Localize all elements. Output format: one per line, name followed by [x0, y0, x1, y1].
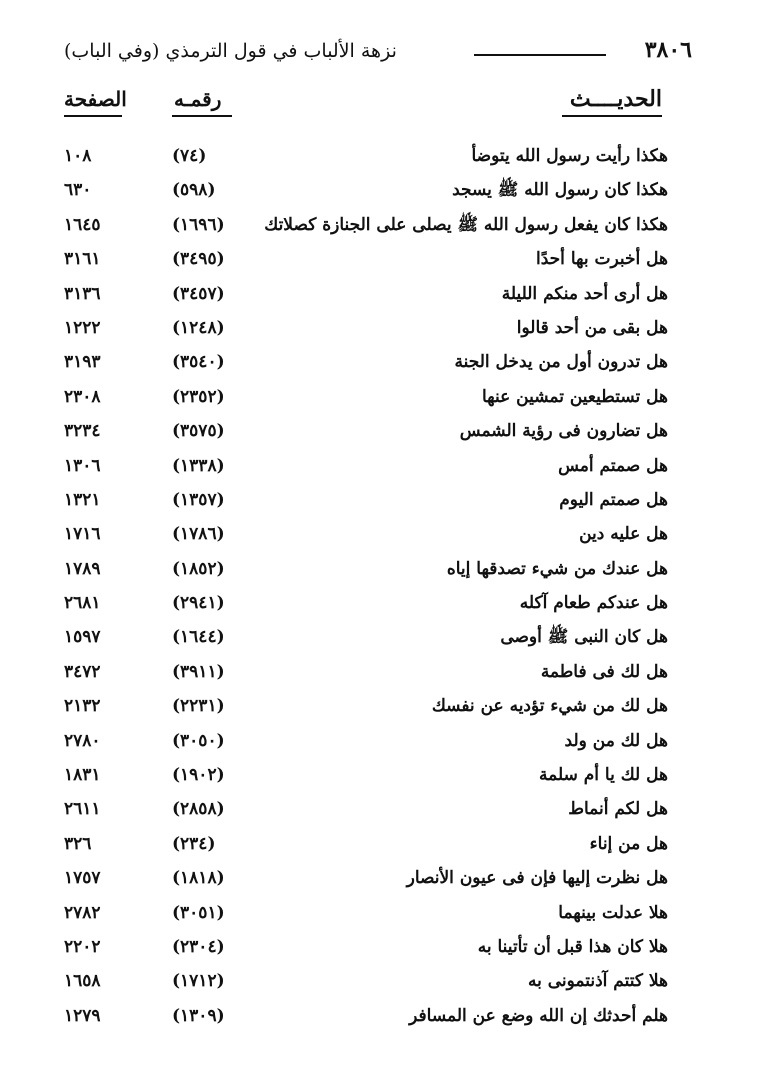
hadith-number: (٢٨٥٨): [172, 799, 225, 820]
hadith-text: هل نظرت إليها فإن فى عيون الأنصار: [406, 868, 668, 889]
hadith-number: (٣٠٥١): [172, 902, 225, 923]
hadith-text: هل عندك من شيء تصدقها إياه: [446, 558, 668, 579]
page-reference: ٢٧٨٠: [64, 730, 101, 751]
hadith-text: هلا كتتم آذنتمونى به: [527, 971, 668, 992]
index-list: [64, 140, 668, 1034]
hadith-text: هلم أحدثك إن الله وضع عن المسافر: [409, 1005, 668, 1026]
hadith-number: (١٢٤٨): [172, 317, 225, 338]
index-row: [64, 312, 668, 346]
page-reference: ١٢٢٢: [64, 317, 101, 338]
column-header-page-underline: [64, 115, 122, 117]
running-title: نزهة الألباب في قول الترمذي (وفي الباب): [64, 40, 397, 62]
hadith-text: هل لك من شيء تؤديه عن نفسك: [431, 696, 668, 717]
column-headers: [64, 86, 662, 122]
page-reference: ١٥٩٧: [64, 627, 101, 648]
index-row: [64, 243, 668, 277]
column-header-page: الصفحة: [64, 87, 127, 111]
index-row: [64, 553, 668, 587]
hadith-number: (٣٠٥٠): [172, 730, 225, 751]
running-head: [64, 34, 694, 68]
page-reference: ١٣٢١: [64, 489, 101, 510]
column-header-number: رقمـه: [174, 87, 222, 111]
hadith-text: هل كان النبى ﷺ أوصى: [500, 627, 668, 648]
page-reference: ١٧٥٧: [64, 868, 101, 889]
hadith-text: هل أخبرت بها أحدًا: [536, 249, 668, 270]
hadith-text: هل لكم أنماط: [568, 799, 668, 820]
page-reference: ٣١٩٣: [64, 352, 101, 373]
hadith-number: (١٨٥٢): [172, 558, 225, 579]
hadith-text: هل تستطيعين تمشين عنها: [481, 386, 668, 407]
index-row: [64, 518, 668, 552]
hadith-number: (١٦٤٤): [172, 627, 225, 648]
page-reference: ١٧٨٩: [64, 558, 101, 579]
hadith-number: (١٦٩٦): [172, 214, 225, 235]
index-row: [64, 759, 668, 793]
index-row: [64, 690, 668, 724]
hadith-text: هكذا رأيت رسول الله يتوضأ: [471, 146, 668, 166]
hadith-text: هل لك فى فاطمة: [540, 661, 668, 682]
hadith-number: (٣٤٥٧): [172, 283, 225, 304]
hadith-number: (٢٣٤): [172, 833, 216, 854]
page-reference: ١٠٨: [64, 146, 92, 166]
hadith-number: (١٩٠٢): [172, 765, 225, 786]
hadith-text: هكذا كان رسول الله ﷺ يسجد: [452, 180, 668, 201]
hadith-text: هل صمتم اليوم: [559, 489, 668, 510]
page-reference: ٦٣٠: [64, 180, 92, 201]
hadith-text: هل لك من ولد: [564, 730, 668, 751]
hadith-text: هل عندكم طعام آكله: [519, 593, 668, 614]
page-reference: ١٣٠٦: [64, 455, 101, 476]
page-reference: ٣٢٣٤: [64, 421, 101, 442]
index-row: [64, 897, 668, 931]
index-row: [64, 140, 668, 174]
hadith-number: (٣٥٧٥): [172, 421, 225, 442]
index-row: [64, 725, 668, 759]
hadith-number: (١٧١٢): [172, 971, 225, 992]
index-row: [64, 793, 668, 827]
hadith-number: (٣٩١١): [172, 661, 225, 682]
hadith-number: (١٣٣٨): [172, 455, 225, 476]
hadith-text: هل صمتم أمس: [558, 455, 668, 476]
page-reference: ٢٣٠٨: [64, 386, 101, 407]
hadith-text: هل تضارون فى رؤية الشمس: [459, 421, 668, 442]
hadith-text: هل من إناء: [589, 833, 668, 854]
hadith-text: هل لك يا أم سلمة: [539, 765, 668, 786]
hadith-number: (٢٢٣١): [172, 696, 225, 717]
page-number: ٣٨٠٦: [644, 37, 692, 63]
index-row: [64, 278, 668, 312]
page-reference: ١٦٤٥: [64, 214, 101, 235]
hadith-number: (١٧٨٦): [172, 524, 225, 545]
running-head-rule: [474, 54, 606, 56]
page-reference: ٣٢٦: [64, 833, 92, 854]
column-header-hadith: الحديــــث: [569, 86, 662, 112]
page-reference: ١٧١٦: [64, 524, 101, 545]
column-header-number-underline: [172, 115, 232, 117]
hadith-text: هل بقى من أحد قالوا: [516, 317, 668, 338]
index-row: [64, 381, 668, 415]
hadith-text: هل عليه دين: [579, 524, 668, 545]
page-reference: ٢٢٠٢: [64, 936, 101, 957]
index-row: [64, 415, 668, 449]
hadith-text: هلا عدلت بينهما: [558, 902, 668, 923]
hadith-number: (١٣٠٩): [172, 1005, 225, 1026]
page-reference: ٢٦١١: [64, 799, 101, 820]
page-reference: ١٦٥٨: [64, 971, 101, 992]
page-reference: ٣١٦١: [64, 249, 101, 270]
index-row: [64, 484, 668, 518]
hadith-number: (٥٩٨): [172, 180, 216, 201]
index-row: [64, 656, 668, 690]
hadith-text: هلا كان هذا قبل أن تأتينا به: [477, 936, 668, 957]
page-reference: ١٢٧٩: [64, 1005, 101, 1026]
index-row: [64, 828, 668, 862]
hadith-number: (٧٤): [172, 146, 207, 166]
page-reference: ٢٦٨١: [64, 593, 101, 614]
page-reference: ٢٧٨٢: [64, 902, 101, 923]
index-row: [64, 209, 668, 243]
index-row: [64, 931, 668, 965]
hadith-number: (١٨١٨): [172, 868, 225, 889]
index-row: [64, 965, 668, 999]
hadith-number: (١٣٥٧): [172, 489, 225, 510]
column-header-hadith-underline: [562, 115, 662, 117]
index-row: [64, 174, 668, 208]
hadith-number: (٢٣٠٤): [172, 936, 225, 957]
index-row: [64, 450, 668, 484]
index-row: [64, 1000, 668, 1034]
index-row: [64, 346, 668, 380]
hadith-text: هل أرى أحد منكم الليلة: [501, 283, 668, 304]
page-reference: ٣١٣٦: [64, 283, 101, 304]
hadith-number: (٢٣٥٢): [172, 386, 225, 407]
hadith-number: (٢٩٤١): [172, 593, 225, 614]
index-row: [64, 587, 668, 621]
hadith-number: (٣٥٤٠): [172, 352, 225, 373]
page-reference: ٣٤٧٢: [64, 661, 101, 682]
hadith-number: (٣٤٩٥): [172, 249, 225, 270]
index-row: [64, 862, 668, 896]
page-reference: ٢١٣٢: [64, 696, 101, 717]
index-row: [64, 621, 668, 655]
hadith-text: هل تدرون أول من يدخل الجنة: [454, 352, 668, 373]
page-reference: ١٨٣١: [64, 765, 101, 786]
hadith-text: هكذا كان يفعل رسول الله ﷺ يصلى على الجنازة كصلاتك: [264, 214, 668, 235]
